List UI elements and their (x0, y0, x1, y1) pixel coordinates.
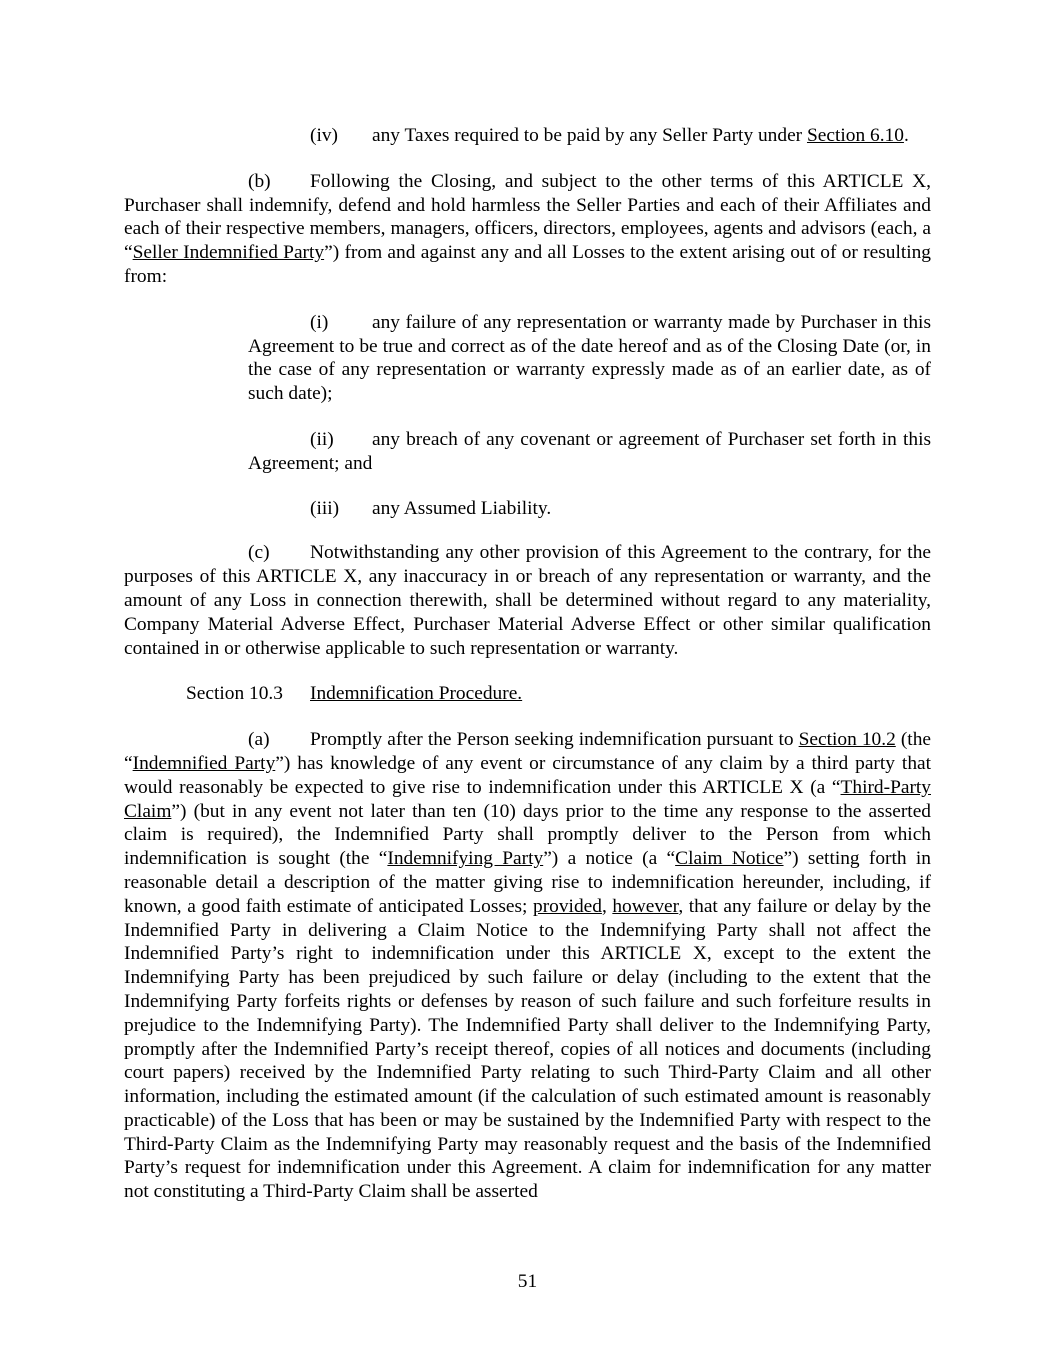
clause-c (124, 541, 931, 660)
clause-b-i (248, 311, 931, 406)
clause-number: (iv) (310, 125, 338, 146)
defined-term: Indemnified Party (132, 752, 276, 774)
clause-number: (ii) (310, 428, 334, 450)
section-number: Section 10.3 (186, 683, 283, 705)
clause-10-3-a: (a) Promptly after the Person seeking indemnification pursuant to Section 10.2 (the “Indemnified Party”) has knowledge of any event or circumstance of any claim by a third party that would reasonably be expected to give rise to indemnification under this ARTICLE X (a “Third-Party Claim”) (but in any event not later than ten (10) days prior to the time any response to the asserted claim is required), the Indemnified Party shall promptly deliver to the Person from which indemnification is sought (the “Indemnifying Party”) a notice (a “Claim Notice”) setting forth in reasonable detail a description of the matter giving rise to indemnification hereunder, including, if known, a good faith estimate of anticipated Losses; provided, however, that any failure or delay by the Indemnified Party in delivering a Claim Notice to the Indemnifying Party shall not affect the Indemnified Party’s right to indemnification under this ARTICLE X, except to the extent the Indemnifying Party has been prejudiced by such failure or delay (including to the extent that the Indemnifying Party forfeits rights or defenses by reason of such failure and such forfeiture results in prejudice to the Indemnifying Party). The Indemnified Party shall deliver to the Indemnifying Party, promptly after the Indemnified Party’s receipt thereof, copies of all notices and documents (including court papers) received by the Indemnified Party relating to such Third-Party Claim and all other information, including the estimated amount (if the calculation of such estimated amount is reasonably practicable) of the Loss that has been or may be sustained by the Indemnified Party with respect to the Third-Party Claim as the Indemnifying Party may reasonably request and the basis of the Indemnified Party’s request for indemnification under this Agreement. A claim for indemnification for any matter not constituting a Third-Party Claim shall be asserted (124, 729, 932, 1203)
defined-term: Seller Indemnified Party (132, 242, 325, 264)
clause-text: Notwithstanding any other provision of this Agreement to the contrary, for the purposes of this ARTICLE X, any inaccuracy in or breach of any representation or warranty, and the amount of any Loss in connection therewith, shall be determined without regard to any materiality, Company Material Adverse Effect, Purchaser Material Adverse Effect or other similar qualification contained in or otherwise applicable to such representation or warranty. (124, 542, 931, 659)
section-heading (186, 682, 931, 706)
clause-a-iv: (iv) any Taxes required to be paid by any Seller Party under Section 6.10. (310, 125, 909, 146)
clause-text: any Taxes required to be paid by any Seller Party under (372, 125, 807, 146)
section-reference: Section 10.2 (798, 729, 896, 751)
clause-number: (iii) (310, 497, 340, 519)
page-number: 51 (517, 1271, 538, 1292)
clause-number: (a) (248, 729, 270, 751)
clause-number: (i) (310, 311, 329, 333)
clause-text: Following the Closing, and subject to the other terms of this ARTICLE X, Purchaser shall indemnify, defend and hold harmless the Seller Parties and each of their Affiliates and each of their respective members, managers, officers, directors, employees, agents and advisors (each, a “ (124, 170, 931, 264)
clause-number: (c) (248, 542, 270, 564)
defined-term: Indemnifying Party (387, 848, 544, 870)
clause-b-ii (248, 428, 931, 476)
clause-b-iii (248, 497, 931, 521)
defined-term: Claim Notice (675, 848, 784, 870)
document-page (124, 124, 931, 1204)
defined-term: Third-Party Claim (124, 776, 931, 822)
clause-text: any Assumed Liability. (372, 497, 552, 519)
clause-b: (b) Following the Closing, and subject to the other terms of this ARTICLE X, Purchaser shall indemnify, defend and hold harmless the Seller Parties and each of their Affiliates and each of their respective members, managers, officers, directors, employees, agents and advisors (each, a “Seller Indemnified Party”) from and against any and all Losses to the extent arising out of or resulting from: (124, 170, 932, 287)
section-reference: Section 6.10 (806, 125, 904, 146)
clause-number: (b) (248, 170, 271, 192)
clause-text: any breach of any covenant or agreement of Purchaser set forth in this Agreement; and (248, 428, 931, 474)
section-title: Indemnification Procedure. (310, 683, 523, 705)
clause-text: any failure of any representation or warranty made by Purchaser in this Agreement to be true and correct as of the date hereof and as of the Closing Date (or, in the case of any representation or warranty expressly made as of an earlier date, as of such date); (248, 311, 931, 405)
defined-term: provided (533, 895, 602, 917)
defined-term: however (612, 895, 679, 917)
